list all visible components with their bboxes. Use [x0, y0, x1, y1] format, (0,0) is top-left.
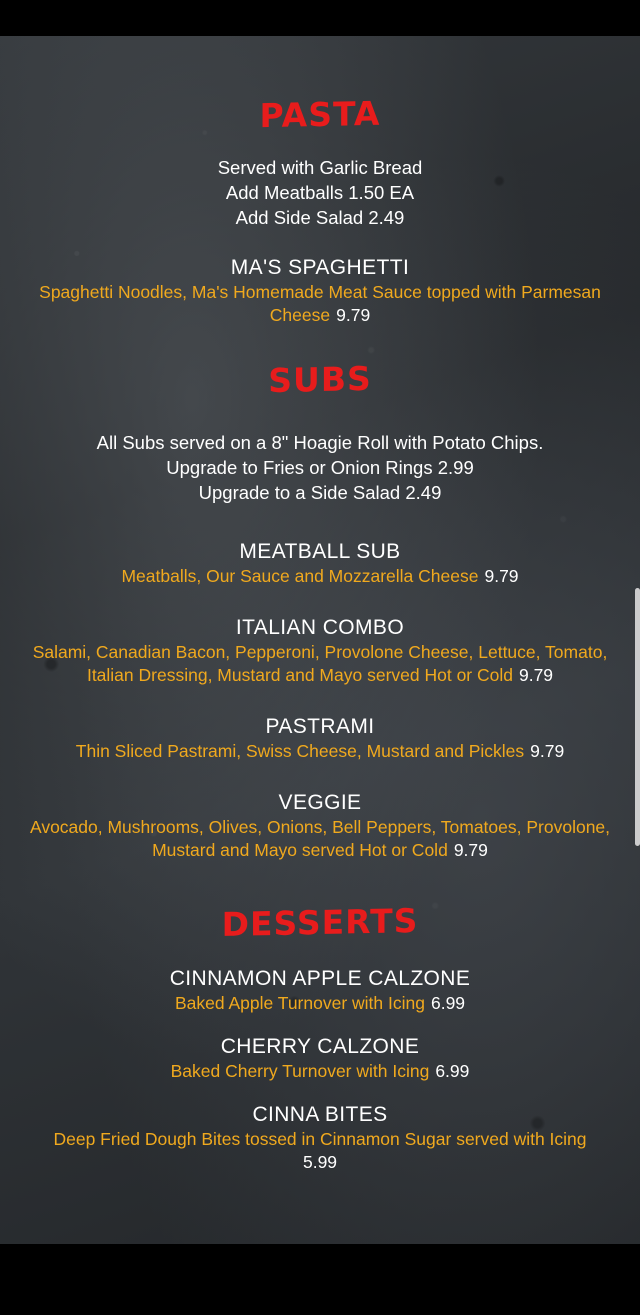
menu-item-price: 9.79 — [518, 665, 554, 685]
section-note-subs — [0, 430, 640, 505]
menu-item-description — [0, 816, 640, 862]
menu-section-desserts — [0, 900, 640, 1174]
menu-item — [0, 789, 640, 862]
menu-content — [0, 93, 640, 1174]
menu-item — [0, 965, 640, 1015]
menu-item-price: 9.79 — [484, 566, 519, 586]
menu-item-description-text: Avocado, Mushrooms, Olives, Onions, Bell Peppers, Tomatoes, Provolone, Mustard and Mayo served Hot or Cold — [29, 817, 611, 860]
menu-item-price: 6.99 — [435, 1061, 470, 1081]
menu-item — [0, 1033, 640, 1083]
menu-item-description-text: Salami, Canadian Bacon, Pepperoni, Provolone Cheese, Lettuce, Tomato, Italian Dressing, Mustard and Mayo served Hot or Cold — [32, 642, 608, 685]
menu-item-price: 9.79 — [453, 840, 488, 860]
section-note-line: Served with Garlic Bread — [217, 157, 423, 178]
menu-item-name: MA'S SPAGHETTI — [230, 256, 410, 279]
menu-item-name: CINNAMON APPLE CALZONE — [169, 967, 471, 990]
menu-page — [0, 36, 640, 1244]
section-note-line: Add Side Salad 2.49 — [235, 207, 405, 228]
menu-item-name: MEATBALL SUB — [239, 540, 401, 563]
menu-item-description — [0, 1060, 640, 1083]
menu-item-name: ITALIAN COMBO — [235, 616, 405, 639]
menu-item-price: 5.99 — [302, 1152, 338, 1172]
section-title-subs: SUBS — [268, 358, 372, 401]
menu-item-description-text: Thin Sliced Pastrami, Swiss Cheese, Mustard and Pickles — [75, 741, 525, 761]
menu-item-description-text: Baked Apple Turnover with Icing — [174, 993, 425, 1013]
menu-item — [0, 1101, 640, 1174]
menu-item-name: CHERRY CALZONE — [220, 1035, 420, 1058]
section-items-pasta — [0, 254, 640, 327]
menu-item-description-text: Baked Cherry Turnover with Icing — [170, 1061, 430, 1081]
menu-item-description — [0, 281, 640, 327]
menu-item-description — [0, 641, 640, 687]
section-note-line: Upgrade to a Side Salad 2.49 — [198, 482, 442, 503]
menu-item-price: 9.79 — [530, 741, 565, 761]
section-note-line: Upgrade to Fries or Onion Rings 2.99 — [166, 457, 474, 478]
section-title-pasta: PASTA — [259, 93, 381, 136]
vertical-scrollbar[interactable] — [635, 588, 640, 846]
menu-item — [0, 254, 640, 327]
section-items-desserts — [0, 965, 640, 1174]
menu-item-description — [0, 992, 640, 1015]
menu-item-description — [0, 565, 640, 588]
menu-item-price: 9.79 — [336, 305, 371, 325]
section-title-desserts: DESSERTS — [221, 900, 419, 945]
menu-section-pasta — [0, 93, 640, 327]
menu-item-description-text: Spaghetti Noodles, Ma's Homemade Meat Sauce topped with Parmesan Cheese — [39, 282, 601, 325]
menu-item-name: PASTRAMI — [265, 715, 375, 738]
section-note-line: Add Meatballs 1.50 EA — [225, 182, 415, 203]
menu-item — [0, 614, 640, 687]
section-note-pasta — [0, 155, 640, 230]
menu-item-description-text: Meatballs, Our Sauce and Mozzarella Cheese — [121, 566, 479, 586]
menu-item-description — [0, 740, 640, 763]
menu-item — [0, 713, 640, 763]
menu-section-subs — [0, 358, 640, 862]
menu-item-price: 6.99 — [430, 993, 466, 1013]
menu-item-name: VEGGIE — [278, 791, 362, 814]
menu-item — [0, 538, 640, 588]
menu-item-description-text: Deep Fried Dough Bites tossed in Cinnamon Sugar served with Icing — [53, 1129, 587, 1149]
section-items-subs — [0, 538, 640, 862]
menu-item-description — [0, 1128, 640, 1174]
menu-item-name: CINNA BITES — [252, 1103, 388, 1126]
section-note-line: All Subs served on a 8" Hoagie Roll with Potato Chips. — [96, 432, 544, 453]
